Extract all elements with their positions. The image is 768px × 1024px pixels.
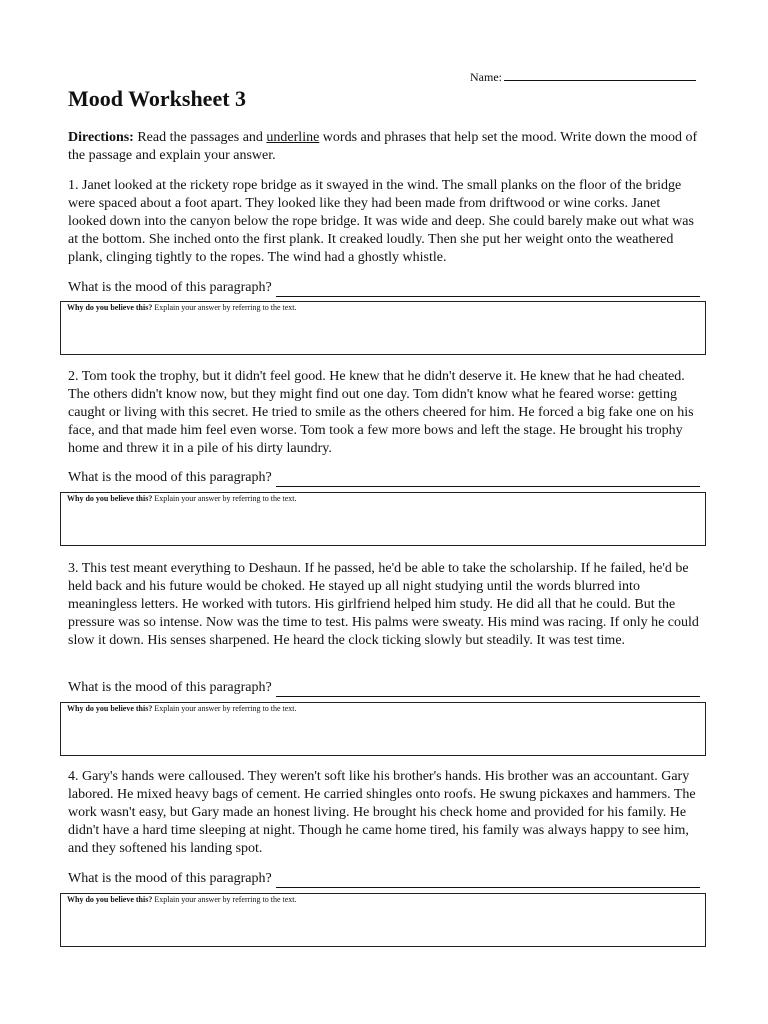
mood-question-label: What is the mood of this paragraph? [68, 680, 272, 695]
name-field[interactable] [470, 68, 696, 85]
mood-answer-line-3[interactable] [276, 682, 700, 697]
explain-box-1[interactable] [60, 301, 706, 355]
passage-4: 4. Gary's hands were calloused. They weren't soft like his brother's hands. His brother was an accountant. Gary labored. He mixed heavy bags of cement. He carried shingles onto roofs. He swung pickaxes and hammers. The work wasn't easy, but Gary made an honest living. He brought his check home and provided for his family. He didn't have a hard time sleeping at night. Though he came home tired, his family was always happy to see him, and they softened his landing spot. [68, 769, 696, 856]
passage-2: 2. Tom took the trophy, but it didn't feel good. He knew that he didn't deserve it. He knew that he had cheated. The others didn't know now, but they might find out one day. Tom didn't know what he feared worse: getting caught or living with this secret. He tried to smile as the others cheered for him. He forced a big fake one on his face, and that made him feel even worse. Tom took a few more bows and left the stage. He brought his trophy home and threw it in a pile of his dirty laundry. [68, 369, 694, 456]
directions-text-after: words and phrases that help set the mood. Write down the mood of the passage and explain your answer. [68, 130, 698, 163]
explain-prompt-rest: Explain your answer by referring to the text. [152, 895, 297, 904]
explain-box-4[interactable] [60, 893, 706, 947]
explain-prompt-rest: Explain your answer by referring to the text. [152, 704, 297, 713]
mood-question-label: What is the mood of this paragraph? [68, 871, 272, 886]
explain-prompt-bold: Why do you believe this? [67, 303, 153, 312]
mood-question-label: What is the mood of this paragraph? [68, 280, 272, 295]
passage-3: 3. This test meant everything to Deshaun. If he passed, he'd be able to take the scholarship. If he failed, he'd be held back and his future would be choked. He stayed up all night studying until the words blurred into meaningless letters. He worked with tutors. His girlfriend helped him study. He did all that he could. But the pressure was so intense. Now was the time to test. His palms were sweaty. His mind was racing. If only he could slow it down. His senses sharpened. He heard the clock ticking slowly but steadily. It was test time. [68, 561, 699, 648]
explain-prompt-rest: Explain your answer by referring to the text. [152, 494, 297, 503]
mood-question-1[interactable] [68, 279, 700, 297]
mood-question-4[interactable] [68, 870, 700, 888]
directions-label: Directions: [68, 130, 134, 145]
directions-text-before: Read the passages and [133, 130, 267, 145]
passage-1: 1. Janet looked at the rickety rope bridge as it swayed in the wind. The small planks on the floor of the bridge were spaced about a foot apart. They looked like they had been made from driftwood or wine corks. Janet looked down into the canyon below the rope bridge. It was wide and deep. She could barely make out what was at the bottom. She inched onto the first plank. It creaked loudly. Then she put her weight onto the weathered plank, clinging tightly to the ropes. The wind had a ghostly whistle. [68, 178, 694, 265]
explain-prompt-bold: Why do you believe this? [67, 895, 153, 904]
explain-box-3[interactable] [60, 702, 706, 756]
explain-prompt-rest: Explain your answer by referring to the text. [152, 303, 297, 312]
directions-underlined-word: underline [266, 130, 320, 145]
explain-prompt-bold: Why do you believe this? [67, 704, 153, 713]
mood-answer-line-4[interactable] [276, 873, 700, 888]
mood-question-label: What is the mood of this paragraph? [68, 470, 272, 485]
mood-question-3[interactable] [68, 679, 700, 697]
page-title: Mood Worksheet 3 [68, 86, 247, 111]
explain-box-2[interactable] [60, 492, 706, 546]
name-blank-line[interactable] [504, 68, 696, 81]
mood-answer-line-1[interactable] [276, 282, 700, 297]
explain-prompt-bold: Why do you believe this? [67, 494, 153, 503]
mood-answer-line-2[interactable] [276, 472, 700, 487]
name-label: Name: [470, 70, 502, 84]
mood-question-2[interactable] [68, 469, 700, 487]
directions [68, 129, 700, 165]
